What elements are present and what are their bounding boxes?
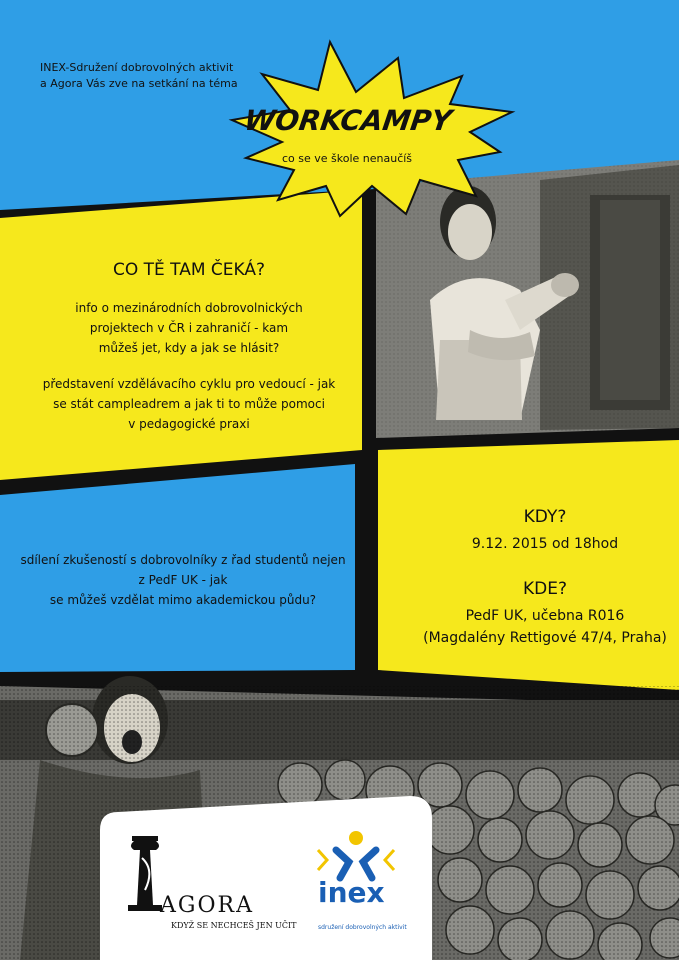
- what-p1-line: můžeš jet, kdy a jak se hlásit?: [98, 341, 280, 355]
- intro-text: [40, 60, 280, 92]
- what-paragraph-1: [18, 298, 360, 358]
- what-p1-line: projektech v ČR i zahraničí - kam: [89, 321, 289, 335]
- sharing-line: sdílení zkušeností s dobrovolníky z řad studentů nejen: [20, 553, 346, 567]
- event-subtitle: co se ve škole nenaučíš: [281, 152, 413, 165]
- what-p2-line: se stát campleadrem a jak ti to může pomoci: [53, 397, 325, 411]
- when-value: 9.12. 2015 od 18hod: [471, 536, 619, 552]
- agora-logo-name: AGORA: [160, 893, 254, 918]
- what-p2-line: v pedagogické praxi: [128, 417, 250, 431]
- intro-line-1: INEX-Sdružení dobrovolných aktivit: [40, 61, 234, 74]
- where-line-1: PedF UK, učebna R016: [465, 608, 625, 624]
- what-p1-line: info o mezinárodních dobrovolnických: [75, 301, 303, 315]
- intro-line-2: a Agora Vás zve na setkání na téma: [40, 77, 238, 90]
- what-p2-line: představení vzdělávacího cyklu pro vedoucí - jak: [42, 377, 336, 391]
- where-heading: KDE?: [522, 579, 567, 599]
- when-where-block: [395, 505, 679, 649]
- what-to-expect-block: [18, 258, 360, 450]
- inex-logo-tagline: sdružení dobrovolných aktivit: [318, 924, 407, 931]
- what-paragraph-2: [18, 374, 360, 434]
- agora-logo-tagline: KDYŽ SE NECHCEŠ JEN UČIT: [171, 921, 297, 930]
- when-heading: KDY?: [523, 507, 567, 527]
- sharing-block: [18, 550, 348, 610]
- sharing-line: se můžeš vzdělat mimo akademickou půdu?: [49, 593, 317, 607]
- what-heading: CO TĚ TAM ČEKÁ?: [112, 260, 266, 280]
- where-line-2: (Magdalény Rettigové 47/4, Praha): [423, 630, 667, 646]
- inex-logo-name: inex: [318, 876, 385, 909]
- event-title: WORKCAMPY: [242, 104, 454, 137]
- sharing-line: z PedF UK - jak: [138, 573, 228, 587]
